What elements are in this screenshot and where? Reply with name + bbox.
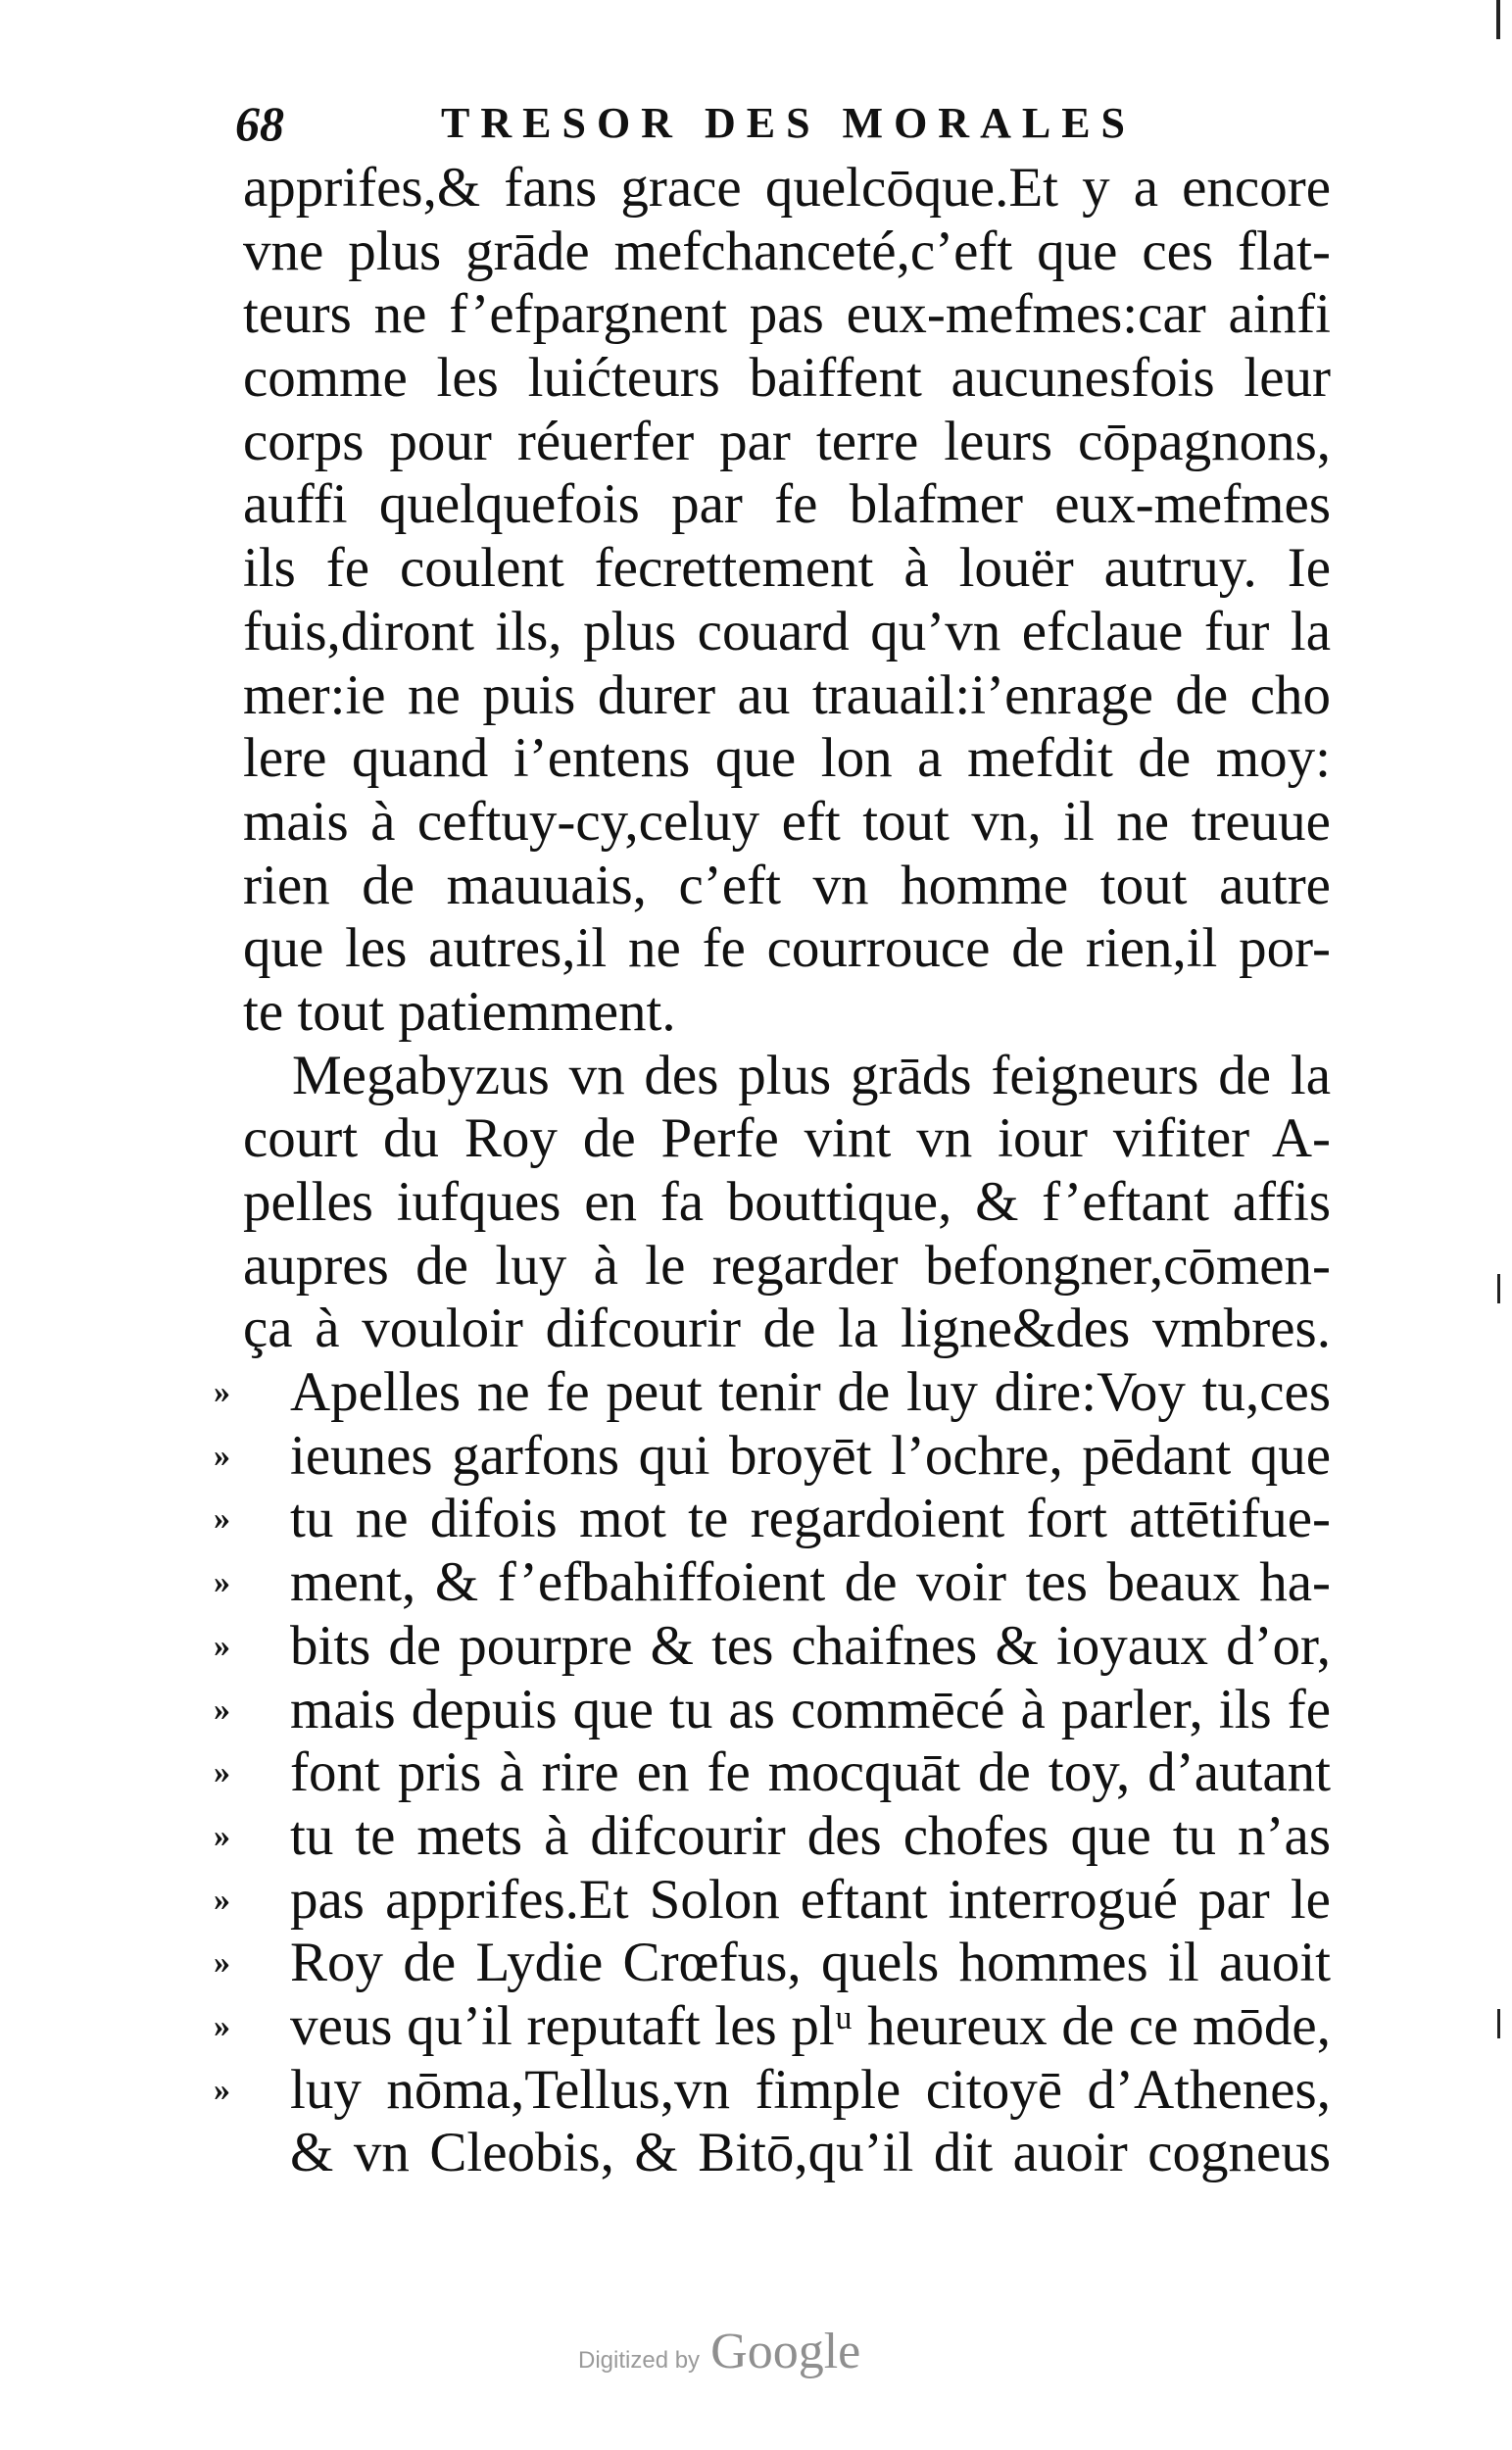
- line-text: corps pour réuerfer par terre leurs cōpagnons,: [243, 410, 1331, 472]
- text-line: [214, 1932, 1331, 1995]
- quotation-mark: »: [214, 1564, 230, 1601]
- line-text: pelles iufques en fa bouttique, & f’eftant affis: [243, 1171, 1331, 1233]
- line-text: Apelles ne fe peut tenir de luy dire:Voy tu,ces: [290, 1361, 1331, 1424]
- digitization-watermark: [578, 2323, 860, 2381]
- quotation-mark: »: [214, 2007, 230, 2044]
- text-line: [243, 2122, 1331, 2185]
- text-line: [214, 1488, 1331, 1551]
- line-text: comme les luićteurs baiffent aucunesfois leur: [243, 347, 1331, 410]
- line-text: ils fe coulent fecrettement à louër autruy. Ie: [243, 537, 1331, 600]
- text-line: [214, 1678, 1331, 1742]
- quotation-mark: »: [214, 1374, 230, 1411]
- text-line: [243, 1235, 1331, 1298]
- line-text: Roy de Lydie Crœfus, quels hommes il auoit: [290, 1932, 1331, 1994]
- quotation-mark: »: [214, 2071, 230, 2108]
- scan-edge-mark: [1496, 0, 1500, 39]
- text-line: [243, 601, 1331, 664]
- line-text: lere quand i’entens que lon a mefdit de moy:: [243, 727, 1331, 790]
- text-line: [214, 1551, 1331, 1615]
- text-line: [214, 1614, 1331, 1679]
- line-text: mais à ceftuy-cy,celuy eft tout vn, il ne treuue: [243, 790, 1331, 853]
- body-text: [214, 157, 1331, 2185]
- line-text: teurs ne f’efpargnent pas eux-mefmes:car ainfi: [243, 283, 1331, 346]
- text-line: [243, 283, 1331, 347]
- line-text: ieunes garfons qui broyēt l’ochre, pēdant que: [290, 1424, 1331, 1487]
- text-line: [243, 1107, 1331, 1171]
- text-line: [214, 1741, 1331, 1805]
- line-text: pas apprifes.Et Solon eftant interrogué par le: [290, 1868, 1331, 1931]
- line-text: aupres de luy à le regarder befongner,cōmen-: [243, 1234, 1331, 1297]
- google-logo: Google: [710, 2324, 861, 2379]
- text-line: [214, 2058, 1331, 2123]
- text-line: [243, 1298, 1331, 1361]
- quotation-mark: »: [214, 1944, 230, 1982]
- line-text: mer:ie ne puis durer au trauail:i’enrage de cho: [243, 663, 1331, 726]
- quotation-mark: »: [214, 1881, 230, 1918]
- line-text: fuis,diront ils, plus couard qu’vn efclaue fur la: [243, 600, 1331, 662]
- line-text: luy nōma,Tellus,vn fimple citoyē d’Athenes,: [290, 2058, 1331, 2121]
- text-line: [243, 855, 1331, 918]
- line-text: tu ne difois mot te regardoient fort attētifue-: [290, 1488, 1331, 1550]
- line-text: court du Roy de Perfe vint vn iour vifiter A-: [243, 1107, 1331, 1170]
- text-line: [243, 791, 1331, 855]
- text-line: [243, 411, 1331, 474]
- quotation-mark: »: [214, 1500, 230, 1538]
- text-line: [243, 157, 1331, 220]
- line-text: ment, & f’efbahiffoient de voir tes beaux ha-: [290, 1551, 1331, 1614]
- line-text: ça à vouloir difcourir de la ligne&des vmbres.: [243, 1298, 1331, 1360]
- line-text: font pris à rire en fe mocquāt de toy, d’autant: [290, 1741, 1331, 1804]
- line-text: Megabyzus vn des plus grāds feigneurs de la: [292, 1044, 1331, 1106]
- page-header: [235, 94, 1293, 153]
- quotation-mark: »: [214, 1817, 230, 1854]
- line-text: apprifes,& fans grace quelcōque.Et y a encore: [243, 157, 1331, 219]
- text-line: [243, 1045, 1331, 1108]
- scan-edge-mark: [1497, 1274, 1500, 1303]
- line-text: te tout patiemment.: [243, 980, 676, 1043]
- line-text: bits de pourpre & tes chaifnes & ioyaux d’or,: [290, 1614, 1331, 1677]
- scan-edge-mark: [1497, 2009, 1500, 2038]
- line-text: vne plus grāde mefchanceté,c’eft que ces flat-: [243, 220, 1331, 282]
- quotation-mark: »: [214, 1754, 230, 1791]
- text-line: [214, 1868, 1331, 1933]
- line-text: que les autres,il ne fe courrouce de rien,il por-: [243, 917, 1331, 980]
- line-text: tu te mets à difcourir des chofes que tu n’as: [290, 1804, 1331, 1867]
- page-number: 68: [235, 96, 284, 151]
- text-line: [214, 1804, 1331, 1869]
- text-line: [243, 220, 1331, 284]
- running-head: TRESOR DES MORALES: [441, 99, 1137, 147]
- text-line: [243, 473, 1331, 537]
- text-line: [243, 917, 1331, 981]
- line-text: auffi quelquefois par fe blafmer eux-mefmes: [243, 473, 1331, 536]
- text-line: [243, 537, 1331, 601]
- line-text: mais depuis que tu as commēcé à parler, ils fe: [290, 1678, 1331, 1740]
- line-text: veus qu’il reputaft les plᵘ heureux de ce mōde,: [290, 1994, 1331, 2057]
- text-line: [243, 727, 1331, 791]
- quotation-mark: »: [214, 1437, 230, 1474]
- line-text: rien de mauuais, c’eft vn homme tout autre: [243, 854, 1331, 916]
- text-line: [243, 1171, 1331, 1235]
- digitized-by-label: Digitized by: [578, 2347, 701, 2374]
- quotation-mark: »: [214, 1690, 230, 1728]
- text-line: [243, 981, 1331, 1045]
- text-line: [243, 347, 1331, 411]
- line-text: & vn Cleobis, & Bitō,qu’il dit auoir cogneus: [290, 2122, 1331, 2184]
- text-line: [214, 1361, 1331, 1425]
- text-line: [243, 664, 1331, 728]
- text-line: [214, 1994, 1331, 2059]
- quotation-mark: »: [214, 1627, 230, 1664]
- text-line: [214, 1424, 1331, 1489]
